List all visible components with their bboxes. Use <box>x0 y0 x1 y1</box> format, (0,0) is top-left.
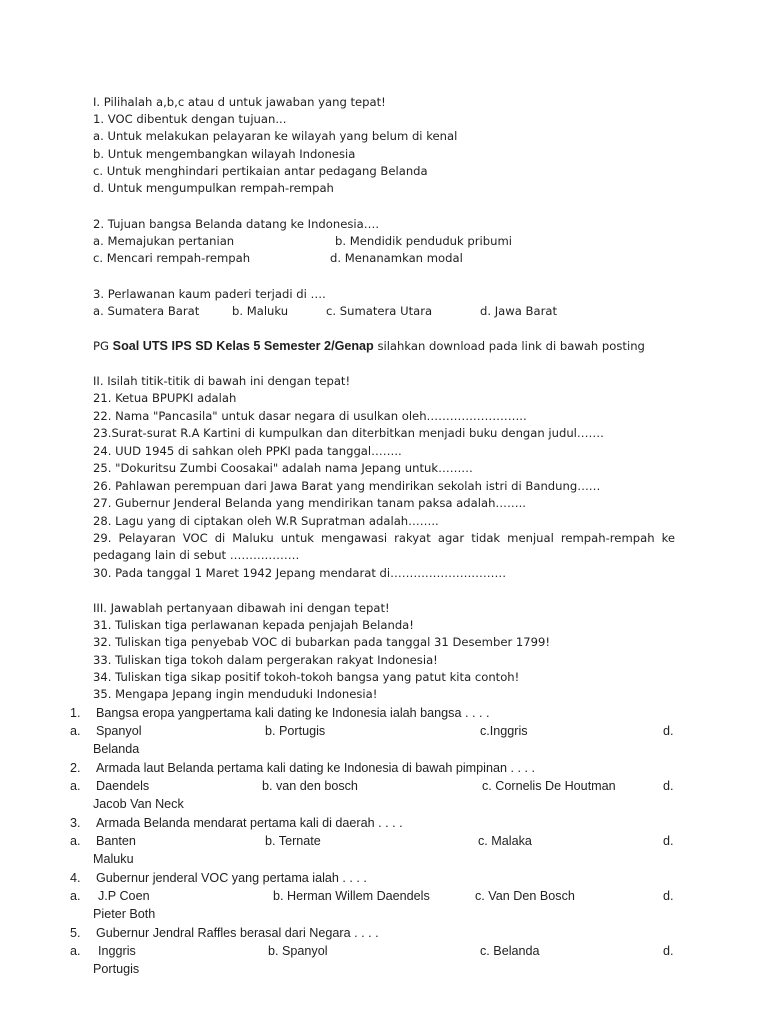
q2-option-b: b. Mendidik penduduk pribumi <box>335 234 512 248</box>
mc-q2-option-c: c. Cornelis De Houtman <box>482 779 616 793</box>
q1-text: 1. VOC dibentuk dengan tujuan... <box>93 112 287 126</box>
mc-q2-text: Armada laut Belanda pertama kali dating ke Indonesia di bawah pimpinan . . . . <box>96 761 535 775</box>
item-29-word: VOC <box>182 531 208 545</box>
q1-option-c: c. Untuk menghindari pertikaian antar pedagang Belanda <box>93 164 428 178</box>
mc-q5-option-a: Inggris <box>98 944 136 958</box>
mc-q2-a-label: a. <box>70 779 81 793</box>
mc-q5-a-label: a. <box>70 944 81 958</box>
item-29-word: rempah-rempah <box>560 531 655 545</box>
mc-q4-text: Gubernur jenderal VOC yang pertama ialah . . . . <box>96 871 367 885</box>
section1-heading: I. Pilihalah a,b,c atau d untuk jawaban yang tepat! <box>93 95 386 109</box>
mc-q4-option-c: c. Van Den Bosch <box>475 889 575 903</box>
item-29-number: 29. <box>93 531 112 545</box>
mc-q5-d-label: d. <box>663 944 674 958</box>
mc-q3-option-a: Banten <box>96 834 136 848</box>
mc-q1-option-d: Belanda <box>93 742 140 756</box>
item-33: 33. Tuliskan tiga tokoh dalam pergerakan rakyat Indonesia! <box>93 653 438 667</box>
mc-q5-option-d: Portugis <box>93 962 140 976</box>
item-35: 35. Mengapa Jepang ingin menduduki Indonesia! <box>93 687 378 701</box>
promo-suffix: silahkan download pada link di bawah posting <box>377 339 645 353</box>
item-29-word: tidak <box>471 531 501 545</box>
item-29-word: menjual <box>507 531 554 545</box>
q2-option-a: a. Memajukan pertanian <box>93 234 235 248</box>
item-29-line1 <box>93 530 675 546</box>
q3-option-b: b. Maluku <box>232 304 289 318</box>
mc-q5-number: 5. <box>70 926 81 940</box>
mc-q4-option-d: Pieter Both <box>93 907 156 921</box>
mc-q1-a-label: a. <box>70 724 81 738</box>
item-29-word: agar <box>437 531 465 545</box>
q1-option-d: d. Untuk mengumpulkan rempah-rempah <box>93 181 334 195</box>
promo-prefix: PG <box>93 339 109 353</box>
item-29-word: di <box>214 531 226 545</box>
section2-heading: II. Isilah titik-titik di bawah ini dengan tepat! <box>93 374 351 388</box>
mc-q4-option-a: J.P Coen <box>98 889 150 903</box>
item-34: 34. Tuliskan tiga sikap positif tokoh-tokoh bangsa yang patut kita contoh! <box>93 670 520 684</box>
mc-q1-option-c: c.Inggris <box>480 724 528 738</box>
item-23: 23.Surat-surat R.A Kartini di kumpulkan dan diterbitkan menjadi buku dengan judul……. <box>93 426 604 440</box>
q2-option-d: d. Menanamkan modal <box>330 251 463 265</box>
item-29-word: ke <box>661 531 675 545</box>
mc-q1-d-label: d. <box>663 724 674 738</box>
q3-text: 3. Perlawanan kaum paderi terjadi di …. <box>93 287 326 301</box>
item-32: 32. Tuliskan tiga penyebab VOC di bubarkan pada tanggal 31 Desember 1799! <box>93 635 551 649</box>
mc-q3-option-c: c. Malaka <box>478 834 532 848</box>
mc-q4-number: 4. <box>70 871 81 885</box>
item-30: 30. Pada tanggal 1 Maret 1942 Jepang mendarat di………………………… <box>93 566 507 580</box>
mc-q3-option-d: Maluku <box>93 852 134 866</box>
item-29-word: Maluku <box>232 531 274 545</box>
q3-option-a: a. Sumatera Barat <box>93 304 200 318</box>
item-24: 24. UUD 1945 di sahkan oleh PPKI pada tanggal…….. <box>93 444 402 458</box>
mc-q3-text: Armada Belanda mendarat pertama kali di daerah . . . . <box>96 816 403 830</box>
mc-q5-option-c: c. Belanda <box>480 944 540 958</box>
item-27: 27. Gubernur Jenderal Belanda yang mendirikan tanam paksa adalah…….. <box>93 496 526 510</box>
mc-q3-option-b: b. Ternate <box>265 834 321 848</box>
q2-text: 2. Tujuan bangsa Belanda datang ke Indonesia…. <box>93 217 380 231</box>
item-29-word: rakyat <box>394 531 431 545</box>
mc-q1-text: Bangsa eropa yangpertama kali dating ke Indonesia ialah bangsa . . . . <box>96 706 490 720</box>
item-28: 28. Lagu yang di ciptakan oleh W.R Supratman adalah…….. <box>93 514 439 528</box>
q2-option-c: c. Mencari rempah-rempah <box>93 251 251 265</box>
mc-q4-option-b: b. Herman Willem Daendels <box>273 889 430 903</box>
item-26: 26. Pahlawan perempuan dari Jawa Barat yang mendirikan sekolah istri di Bandung…… <box>93 479 601 493</box>
mc-q4-a-label: a. <box>70 889 81 903</box>
item-29-line2: pedagang lain di sebut ……………… <box>93 548 300 562</box>
mc-q5-text: Gubernur Jendral Raffles berasal dari Negara . . . . <box>96 926 379 940</box>
item-21: 21. Ketua BPUPKI adalah <box>93 391 237 405</box>
promo-title-link[interactable]: Soal UTS IPS SD Kelas 5 Semester 2/Genap <box>112 339 374 353</box>
item-22: 22. Nama "Pancasila" untuk dasar negara di usulkan oleh…………………….. <box>93 409 527 423</box>
mc-q3-a-label: a. <box>70 834 81 848</box>
mc-q2-option-b: b. van den bosch <box>262 779 358 793</box>
item-29-word: untuk <box>280 531 315 545</box>
mc-q5-option-b: b. Spanyol <box>268 944 328 958</box>
mc-q2-number: 2. <box>70 761 81 775</box>
mc-q3-d-label: d. <box>663 834 674 848</box>
item-31: 31. Tuliskan tiga perlawanan kepada penjajah Belanda! <box>93 618 414 632</box>
section3-heading: III. Jawablah pertanyaan dibawah ini dengan tepat! <box>93 601 390 615</box>
mc-q2-option-a: Daendels <box>96 779 150 793</box>
q3-option-d: d. Jawa Barat <box>480 304 558 318</box>
mc-q4-d-label: d. <box>663 889 674 903</box>
mc-q1-option-a: Spanyol <box>96 724 142 738</box>
mc-q2-d-label: d. <box>663 779 674 793</box>
mc-q1-option-b: b. Portugis <box>265 724 326 738</box>
q1-option-a: a. Untuk melakukan pelayaran ke wilayah yang belum di kenal <box>93 129 458 143</box>
q3-option-c: c. Sumatera Utara <box>326 304 433 318</box>
item-29-word: Pelayaran <box>118 531 176 545</box>
mc-q3-number: 3. <box>70 816 81 830</box>
mc-q1-number: 1. <box>70 706 81 720</box>
item-29-word: mengawasi <box>321 531 388 545</box>
item-25: 25. "Dokuritsu Zumbi Coosakai" adalah nama Jepang untuk……… <box>93 461 473 475</box>
mc-q2-option-d: Jacob Van Neck <box>93 797 184 811</box>
q1-option-b: b. Untuk mengembangkan wilayah Indonesia <box>93 147 356 161</box>
promo-line <box>93 338 645 354</box>
